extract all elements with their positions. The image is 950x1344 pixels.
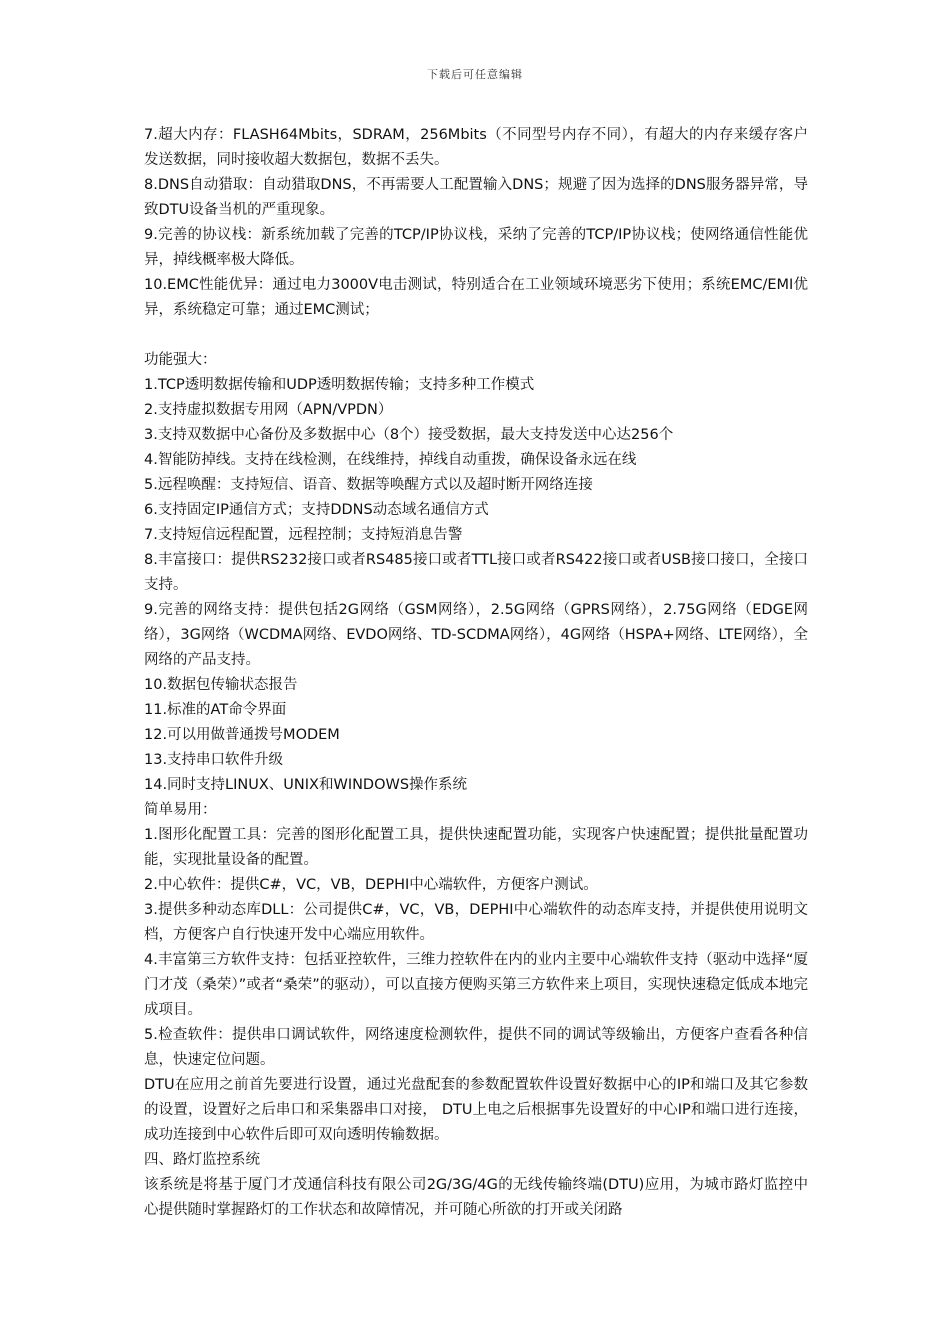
paragraph-emc: 10.EMC性能优异：通过电力3000V电击测试，特别适合在工业领域环境恶劣下使用；系统EMC/EMI优异，系统稳定可靠；通过EMC测试； (144, 277, 808, 318)
feature-item: 10.数据包传输状态报告 (144, 677, 298, 693)
feature-item: 3.支持双数据中心备份及多数据中心（8个）接受数据，最大支持发送中心达256个 (144, 427, 674, 443)
feature-item: 9.完善的网络支持：提供包括2G网络（GSM网络），2.5G网络（GPRS网络），2.75G网络（EDGE网络），3G网络（WCDMA网络、EVDO网络、TD-SCDMA网络），4G网络（HSPA+网络、LTE网络），全网络的产品支持。 (144, 602, 808, 668)
feature-item: 12.可以用做普通拨号MODEM (144, 727, 340, 743)
section-heading-streetlight: 四、路灯监控系统 (144, 1152, 260, 1168)
paragraph-memory: 7.超大内存：FLASH64Mbits，SDRAM，256Mbits（不同型号内存不同），有超大的内存来缓存客户发送数据，同时接收超大数据包，数据不丢失。 (144, 127, 808, 168)
feature-item: 13.支持串口软件升级 (144, 752, 284, 768)
ease-item: 3.提供多种动态库DLL：公司提供C#，VC，VB，DEPHI中心端软件的动态库支持，并提供使用说明文档，方便客户自行快速开发中心端应用软件。 (144, 902, 808, 943)
feature-item: 2.支持虚拟数据专用网（APN/VPDN） (144, 402, 393, 418)
paragraph-dns: 8.DNS自动猎取：自动猎取DNS，不再需要人工配置输入DNS；规避了因为选择的DNS服务器异常，导致DTU设备当机的严重现象。 (144, 177, 808, 218)
feature-item: 6.支持固定IP通信方式；支持DDNS动态域名通信方式 (144, 502, 489, 518)
feature-item: 4.智能防掉线。支持在线检测，在线维持，掉线自动重拨，确保设备永远在线 (144, 452, 637, 468)
feature-item: 1.TCP透明数据传输和UDP透明数据传输；支持多种工作模式 (144, 377, 535, 393)
feature-item: 7.支持短信远程配置，远程控制；支持短消息告警 (144, 527, 463, 543)
feature-item: 11.标准的AT命令界面 (144, 702, 287, 718)
paragraph-dtu-setup: DTU在应用之前首先要进行设置，通过光盘配套的参数配置软件设置好数据中心的IP和端口及其它参数的设置，设置好之后串口和采集器串口对接， DTU上电之后根据事先设置好的中心IP和端口进行连接，成功连接到中心软件后即可双向透明传输数据。 (144, 1077, 808, 1143)
section-heading-features: 功能强大： (144, 352, 217, 368)
page-header: 下载后可任意编辑 (427, 68, 523, 81)
ease-item: 2.中心软件：提供C#，VC，VB，DEPHI中心端软件，方便客户测试。 (144, 877, 598, 893)
ease-item: 5.检查软件：提供串口调试软件，网络速度检测软件，提供不同的调试等级输出，方便客户查看各种信息，快速定位问题。 (144, 1027, 808, 1068)
feature-item: 8.丰富接口：提供RS232接口或者RS485接口或者TTL接口或者RS422接口或者USB接口接口，全接口支持。 (144, 552, 808, 593)
ease-item: 1.图形化配置工具：完善的图形化配置工具，提供快速配置功能，实现客户快速配置；提供批量配置功能，实现批量设备的配置。 (144, 827, 808, 868)
ease-item: 4.丰富第三方软件支持：包括亚控软件，三维力控软件在内的业内主要中心端软件支持（驱动中选择“厦门才茂（桑荣）”或者“桑荣”的驱动），可以直接方便购买第三方软件来上项目，实现快速稳定低成本地完成项目。 (144, 952, 808, 1018)
section-heading-ease-of-use: 简单易用： (144, 802, 217, 818)
feature-item: 14.同时支持LINUX、UNIX和WINDOWS操作系统 (144, 777, 468, 793)
feature-item: 5.远程唤醒：支持短信、语音、数据等唤醒方式以及超时断开网络连接 (144, 477, 593, 493)
paragraph-streetlight-system: 该系统是将基于厦门才茂通信科技有限公司2G/3G/4G的无线传输终端(DTU)应用，为城市路灯监控中心提供随时掌握路灯的工作状态和故障情况，并可随心所欲的打开或关闭路 (144, 1177, 808, 1218)
paragraph-protocol-stack: 9.完善的协议栈：新系统加载了完善的TCP/IP协议栈，采纳了完善的TCP/IP协议栈；使网络通信性能优异，掉线概率极大降低。 (144, 227, 808, 268)
document-body (144, 123, 808, 1223)
blank-line (144, 323, 808, 348)
